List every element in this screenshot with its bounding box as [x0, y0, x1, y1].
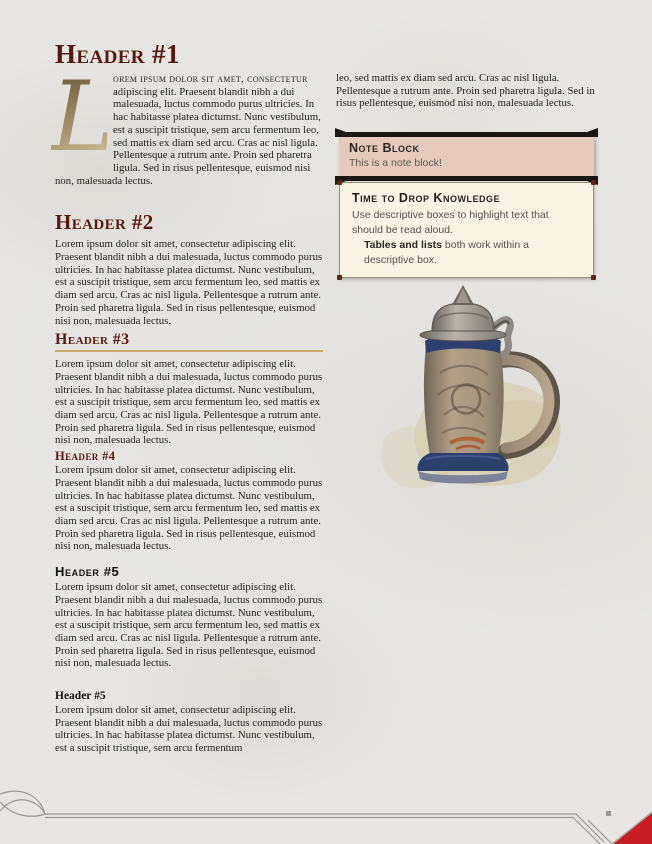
header-3: Header #3 — [55, 331, 323, 352]
footer-square-dot — [606, 811, 611, 816]
right-top-paragraph: leo, sed mattis ex diam sed arcu. Cras ac nisl ligula. Pellentesque a rutrum ante. Proin sed pharetra ligula. Sed in risus pellentesque, euismod nisi non, malesuada lectus. — [336, 72, 595, 110]
corner-dot-icon — [337, 275, 342, 280]
descriptive-box-line2-rest: both work within a descriptive box. — [364, 239, 529, 266]
header-5-bold: Header #5 — [55, 690, 106, 703]
corner-dot-icon — [337, 180, 342, 185]
paragraph-2: Lorem ipsum dolor sit amet, consectetur adipiscing elit. Praesent blandit nibh a dui malesuada, luctus commodo purus ultricies. In hac habitasse platea dictumst. Nunc vestibulum, est a suscipit tristique, sem arcu fermentum leo, sed mattis ex diam sed arcu. Cras ac nisl ligula. Pellentesque a rutrum ante. Proin sed pharetra ligula. Sed in risus pellentesque, euismod nisi non, malesuada lectus. — [55, 238, 323, 327]
descriptive-box-title: Time to Drop Knowledge — [352, 191, 500, 205]
note-block-top-bar — [335, 128, 598, 137]
descriptive-box-line1: Use descriptive boxes to highlight text that should be read aloud. — [352, 209, 549, 236]
drop-cap-letter: L — [51, 61, 115, 173]
left-column — [51, 39, 323, 755]
header-5: Header #5 — [55, 564, 120, 580]
header-2: Header #2 — [55, 210, 154, 235]
descriptive-box-line2-bold: Tables and lists — [364, 239, 442, 251]
descriptive-box-line2 — [352, 238, 581, 267]
note-block-title: Note Block — [349, 141, 420, 155]
dropcap-rest-text: adipiscing elit. Praesent blandit nibh a dui malesuada, luctus commodo purus ultricies. In hac habitasse platea dictumst. Nunc vestibulum, est a suscipit tristique, sem arcu fermentum leo, sed mattis ex diam sed arcu. Cras ac nisl ligula. Pellentesque a rutrum ante. Proin sed pharetra ligula. Sed in risus pellentesque, euismod nisi non, malesuada lectus. — [55, 85, 321, 187]
header-1: Header #1 — [55, 39, 180, 69]
paragraph-4: Lorem ipsum dolor sit amet, consectetur adipiscing elit. Praesent blandit nibh a dui malesuada, luctus commodo purus ultricies. In hac habitasse platea dictumst. Nunc vestibulum, est a suscipit tristique, sem arcu fermentum leo, sed mattis ex diam sed arcu. Cras ac nisl ligula. Pellentesque a rutrum ante. Proin sed pharetra ligula. Sed in risus pellentesque, euismod nisi non, malesuada lectus. — [55, 464, 323, 553]
paragraph-5: Lorem ipsum dolor sit amet, consectetur adipiscing elit. Praesent blandit nibh a dui malesuada, luctus commodo purus ultricies. In hac habitasse platea dictumst. Nunc vestibulum, est a suscipit tristique, sem arcu fermentum leo, sed mattis ex diam sed arcu. Cras ac nisl ligula. Pellentesque a rutrum ante. Proin sed pharetra ligula. Sed in risus pellentesque, euismod nisi non, malesuada lectus. — [55, 581, 323, 670]
header-4: Header #4 — [55, 449, 116, 464]
paragraph-6-truncated: Lorem ipsum dolor sit amet, consectetur adipiscing elit. Praesent blandit nibh a dui malesuada, luctus commodo purus ultricies. In hac habitasse platea dictumst. Nunc vestibulum, est a suscipit tristique, sem arcu fermentum — [55, 704, 323, 755]
beer-stein-image — [380, 283, 570, 493]
note-block — [339, 136, 594, 177]
dropcap-paragraph — [51, 61, 323, 187]
dropcap-smallcaps-text: orem ipsum dolor sit amet, consectetur — [113, 73, 308, 85]
paragraph-3: Lorem ipsum dolor sit amet, consectetur adipiscing elit. Praesent blandit nibh a dui malesuada, luctus commodo purus ultricies. In hac habitasse platea dictumst. Nunc vestibulum, est a suscipit tristique, sem arcu fermentum leo, sed mattis ex diam sed arcu. Cras ac nisl ligula. Pellentesque a rutrum ante. Proin sed pharetra ligula. Sed in risus pellentesque, euismod nisi non, malesuada lectus. — [55, 358, 323, 447]
descriptive-box — [339, 182, 594, 278]
corner-dot-icon — [591, 275, 596, 280]
corner-dot-icon — [591, 180, 596, 185]
beer-stein-illustration — [380, 283, 570, 493]
footer-ornament — [0, 784, 652, 844]
note-block-body: This is a note block! — [349, 157, 442, 169]
